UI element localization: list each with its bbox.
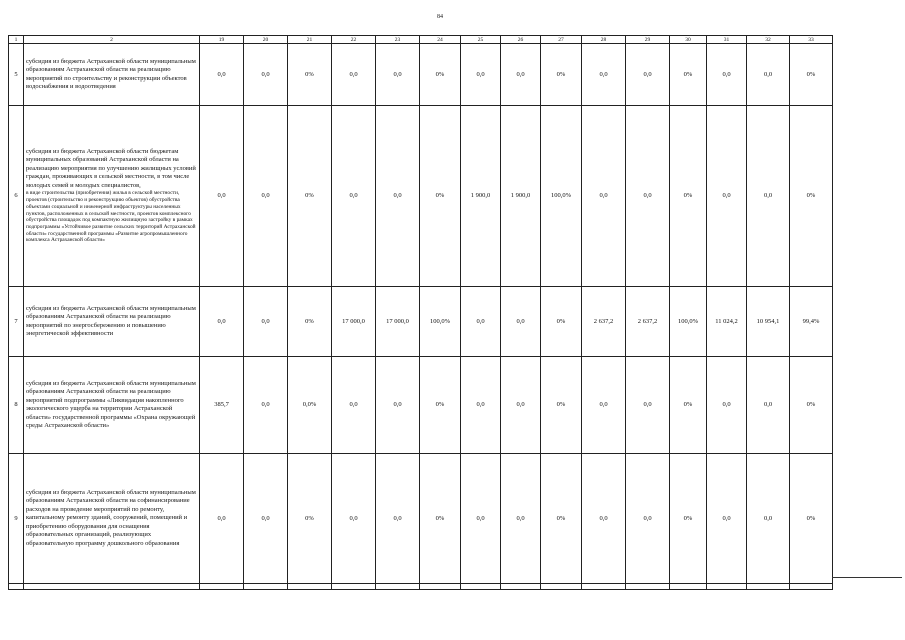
value-cell: 0,0: [244, 106, 288, 287]
column-header: 33: [790, 36, 833, 44]
empty-cell: [332, 584, 376, 590]
value-cell: 10 954,1: [747, 287, 790, 357]
value-cell: 0,0: [582, 106, 626, 287]
value-cell: 0,0: [376, 106, 420, 287]
column-header: 19: [200, 36, 244, 44]
column-header: 25: [461, 36, 501, 44]
value-cell: 0,0: [332, 357, 376, 454]
value-cell: 0,0: [747, 44, 790, 106]
value-cell: 1 900,0: [461, 106, 501, 287]
value-cell: 0,0: [501, 287, 541, 357]
value-cell: 0,0: [244, 287, 288, 357]
value-cell: 0,0: [461, 44, 501, 106]
empty-cell: [501, 584, 541, 590]
column-number-header-row: [9, 36, 833, 44]
empty-cell: [747, 584, 790, 590]
value-cell: 0%: [420, 106, 461, 287]
value-cell: 0,0: [200, 106, 244, 287]
empty-cell: [461, 584, 501, 590]
value-cell: 0,0: [376, 454, 420, 584]
value-cell: 0,0: [461, 454, 501, 584]
stray-scan-line: [832, 577, 902, 578]
value-cell: 0,0: [332, 106, 376, 287]
description-cell: субсидия из бюджета Астраханской области муниципальным образованиям Астраханской области на реализацию мероприятий по энергосбережению и повышению энергетической эффективности: [24, 287, 200, 357]
column-header: 32: [747, 36, 790, 44]
value-cell: 385,7: [200, 357, 244, 454]
value-cell: 0,0: [244, 44, 288, 106]
row-number-cell: 6: [9, 106, 24, 287]
column-header: 22: [332, 36, 376, 44]
column-header: 20: [244, 36, 288, 44]
value-cell: 100,0%: [541, 106, 582, 287]
empty-cell: [626, 584, 670, 590]
value-cell: 0,0: [501, 44, 541, 106]
value-cell: 17 000,0: [376, 287, 420, 357]
column-header: 26: [501, 36, 541, 44]
row-number-cell: 8: [9, 357, 24, 454]
empty-cell: [790, 584, 833, 590]
column-header: 28: [582, 36, 626, 44]
value-cell: 0,0: [626, 106, 670, 287]
column-header: 1: [9, 36, 24, 44]
column-header: 2: [24, 36, 200, 44]
value-cell: 0,0: [747, 357, 790, 454]
value-cell: 0,0: [501, 454, 541, 584]
value-cell: 100,0%: [420, 287, 461, 357]
value-cell: 0,0: [376, 44, 420, 106]
description-text: в виде строительства (приобретения) жилья в сельской местности, проектов (строительство и реконструкцию объектов) обустройства объектами социальной и инженерной инфраструктуры населенных пунктов, расположенных в сельской местности, проектов комплексного обустройства площадок под компактную жилищную застройку в рамках подпрограммы «Устойчивое развитие сельских территорий Астраханской области» государственной программы «Развитие агропромышленного комплекса Астраханской области»: [26, 190, 196, 244]
column-header: 31: [707, 36, 747, 44]
table-body: [9, 36, 833, 590]
value-cell: 0,0: [461, 357, 501, 454]
value-cell: 2 637,2: [626, 287, 670, 357]
empty-cell: [420, 584, 461, 590]
column-header: 23: [376, 36, 420, 44]
value-cell: 1 900,0: [501, 106, 541, 287]
value-cell: 0,0: [707, 106, 747, 287]
empty-cell: [707, 584, 747, 590]
empty-cell: [582, 584, 626, 590]
value-cell: 0%: [288, 44, 332, 106]
value-cell: 0,0: [244, 454, 288, 584]
value-cell: 0%: [670, 44, 707, 106]
table-row: [9, 454, 833, 584]
value-cell: 0,0: [332, 454, 376, 584]
value-cell: 0%: [790, 454, 833, 584]
value-cell: 0%: [541, 454, 582, 584]
report-table: [8, 35, 833, 590]
row-number-cell: 9: [9, 454, 24, 584]
value-cell: 0%: [790, 106, 833, 287]
value-cell: 0,0%: [288, 357, 332, 454]
empty-cell: [200, 584, 244, 590]
description-cell: [24, 106, 200, 287]
table-row: [9, 44, 833, 106]
value-cell: 0,0: [582, 357, 626, 454]
empty-cell: [9, 584, 24, 590]
value-cell: 0,0: [200, 454, 244, 584]
value-cell: 0,0: [626, 454, 670, 584]
column-header: 21: [288, 36, 332, 44]
value-cell: 100,0%: [670, 287, 707, 357]
value-cell: 0,0: [200, 44, 244, 106]
row-number-cell: 5: [9, 44, 24, 106]
value-cell: 0,0: [582, 454, 626, 584]
value-cell: 0%: [541, 357, 582, 454]
value-cell: 17 000,0: [332, 287, 376, 357]
value-cell: 0,0: [461, 287, 501, 357]
row-number-cell: 7: [9, 287, 24, 357]
description-cell: субсидия из бюджета Астраханской области муниципальным образованиям Астраханской области на реализацию мероприятий по строительству и реконструкции объектов водоснабжения и водоотведения: [24, 44, 200, 106]
value-cell: 99,4%: [790, 287, 833, 357]
value-cell: 0,0: [747, 106, 790, 287]
table-continuation-row: [9, 584, 833, 590]
column-header: 24: [420, 36, 461, 44]
empty-cell: [670, 584, 707, 590]
value-cell: 0,0: [626, 357, 670, 454]
empty-cell: [288, 584, 332, 590]
value-cell: 0,0: [707, 44, 747, 106]
value-cell: 0%: [420, 44, 461, 106]
value-cell: 0,0: [501, 357, 541, 454]
value-cell: 0%: [541, 44, 582, 106]
value-cell: 0,0: [747, 454, 790, 584]
description-text: субсидия из бюджета Астраханской области бюджетам муниципальных образований Астраханской области на реализацию мероприятия по улучшению жилищных условий граждан, проживающих в сельской местности, в том числе молодых семей и молодых специалистов,: [26, 147, 196, 189]
value-cell: 0%: [670, 357, 707, 454]
value-cell: 0%: [420, 454, 461, 584]
column-header: 27: [541, 36, 582, 44]
empty-cell: [24, 584, 200, 590]
column-header: 30: [670, 36, 707, 44]
description-cell: субсидия из бюджета Астраханской области муниципальным образованиям Астраханской области на софинансирование расходов на проведение мероприятий по ремонту, капитальному ремонту зданий, сооружений, помещений и приобретению оборудования для оснащения образовательных организаций, реализующих образовательную программу дошкольного образования: [24, 454, 200, 584]
value-cell: 0%: [541, 287, 582, 357]
empty-cell: [541, 584, 582, 590]
description-cell: субсидия из бюджета Астраханской области муниципальным образованиям Астраханской области на реализацию мероприятий подпрограммы «Ликвидация накопленного экологического ущерба на территории Астраханской области» государственной программы «Охрана окружающей среды Астраханской области»: [24, 357, 200, 454]
value-cell: 0%: [670, 454, 707, 584]
table-row: [9, 357, 833, 454]
value-cell: 0%: [670, 106, 707, 287]
value-cell: 0,0: [332, 44, 376, 106]
value-cell: 0,0: [582, 44, 626, 106]
value-cell: 0,0: [707, 357, 747, 454]
value-cell: 0%: [288, 454, 332, 584]
value-cell: 0%: [790, 357, 833, 454]
value-cell: 0%: [288, 287, 332, 357]
value-cell: 2 637,2: [582, 287, 626, 357]
value-cell: 0%: [420, 357, 461, 454]
table-row: [9, 106, 833, 287]
value-cell: 0%: [790, 44, 833, 106]
value-cell: 11 024,2: [707, 287, 747, 357]
empty-cell: [376, 584, 420, 590]
empty-cell: [244, 584, 288, 590]
value-cell: 0%: [288, 106, 332, 287]
value-cell: 0,0: [376, 357, 420, 454]
value-cell: 0,0: [707, 454, 747, 584]
value-cell: 0,0: [626, 44, 670, 106]
value-cell: 0,0: [244, 357, 288, 454]
column-header: 29: [626, 36, 670, 44]
table-row: [9, 287, 833, 357]
page-number: 84: [437, 14, 443, 20]
value-cell: 0,0: [200, 287, 244, 357]
